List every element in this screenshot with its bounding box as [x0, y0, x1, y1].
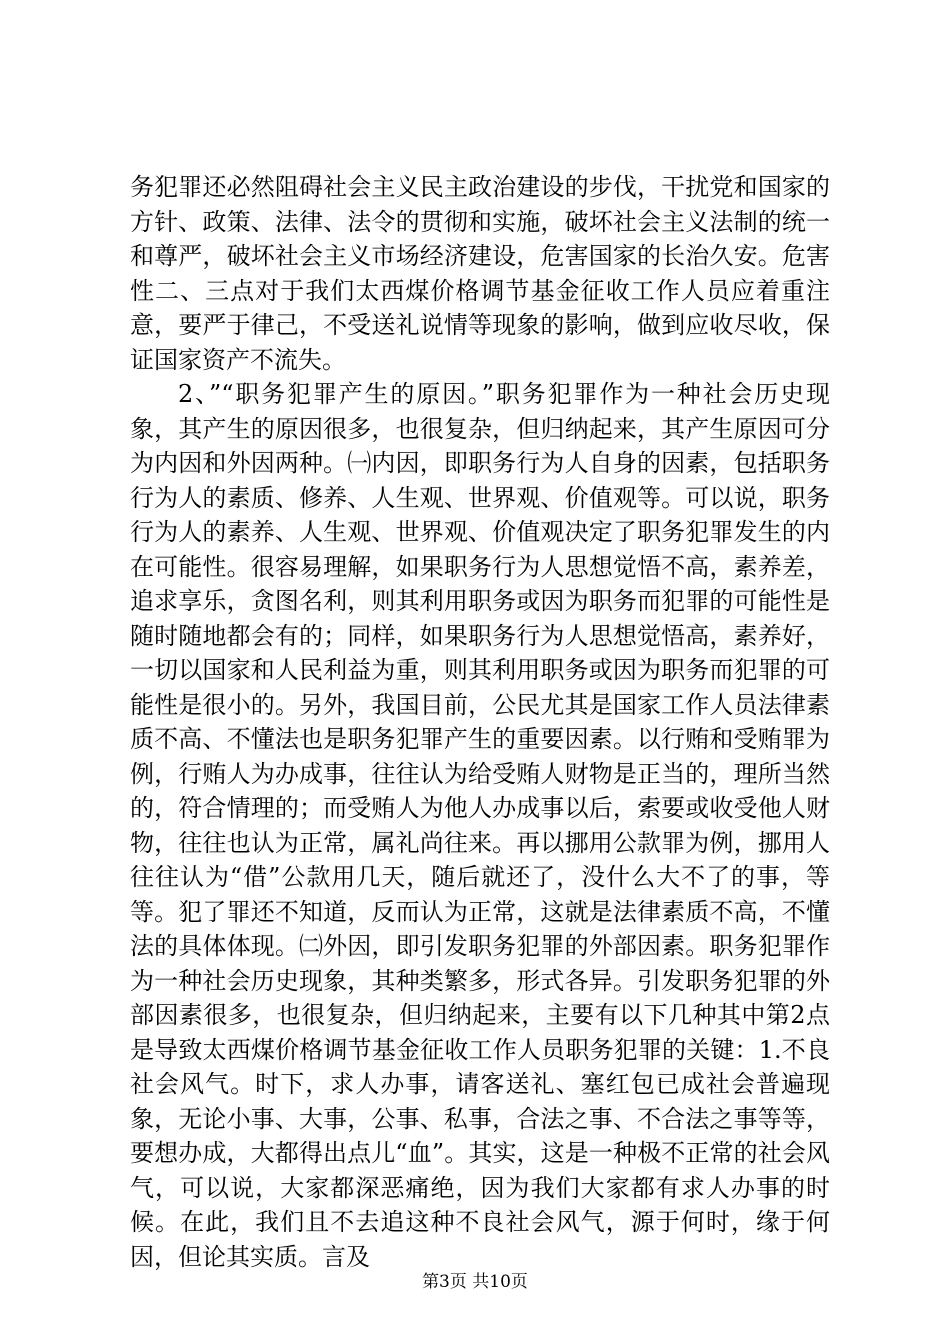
paragraph-continuation: 务犯罪还必然阻碍社会主义民主政治建设的步伐，干扰党和国家的方针、政策、法律、法令的贯彻和实施，破坏社会主义法制的统一和尊严，破坏社会主义市场经济建设，危害国家的长治久安。危害性二、三点对于我们太西煤价格调节基金征收工作人员应着重注意，要严于律己，不受送礼说情等现象的影响，做到应收尽收，保证国家资产不流失。 [130, 173, 830, 374]
page-footer [0, 1272, 950, 1292]
page-number: 第3页 共10页 [422, 1272, 528, 1292]
paragraph-causes: 2、”“职务犯罪产生的原因。”职务犯罪作为一种社会历史现象，其产生的原因很多，也很复杂，但归纳起来，其产生原因可分为内因和外因两种。㈠内因，即职务行为人自身的因素，包括职务行为人的素质、修养、人生观、世界观、价值观等。可以说，职务行为人的素养、人生观、世界观、价值观决定了职务犯罪发生的内在可能性。很容易理解，如果职务行为人思想觉悟不高，素养差，追求享乐，贪图名利，则其利用职务或因为职务而犯罪的可能性是随时随地都会有的；同样，如果职务行为人思想觉悟高，素养好，一切以国家和人民利益为重，则其利用职务或因为职务而犯罪的可能性是很小的。另外，我国目前，公民尤其是国家工作人员法律素质不高、不懂法也是职务犯罪产生的重要因素。以行贿和受贿罪为例，行贿人为办成事，往往认为给受贿人财物是正当的，理所当然的，符合情理的；而受贿人为他人办成事以后，索要或收受他人财物，往往也认为正常，属礼尚往来。再以挪用公款罪为例，挪用人往往认为“借”公款用几天，随后就还了，没什么大不了的事，等等。犯了罪还不知道，反而认为正常，这就是法律素质不高，不懂法的具体体现。㈡外因，即引发职务犯罪的外部因素。职务犯罪作为一种社会历史现象，其种类繁多，形式各异。引发职务犯罪的外部因素很多，也很复杂，但归纳起来，主要有以下几种其中第2点是导致太西煤价格调节基金征收工作人员职务犯罪的关键：1.不良社会风气。时下，求人办事，请客送礼、塞红包已成社会普遍现象，无论小事、大事，公事、私事，合法之事、不合法之事等等，要想办成，大都得出点儿“血”。其实，这是一种极不正常的社会风气，可以说，大家都深恶痛绝，因为我们大家都有求人办事的时候。在此，我们且不去追这种不良社会风气，源于何时，缘于何因，但论其实质。言及 [130, 380, 830, 1271]
document-body [130, 170, 830, 1274]
